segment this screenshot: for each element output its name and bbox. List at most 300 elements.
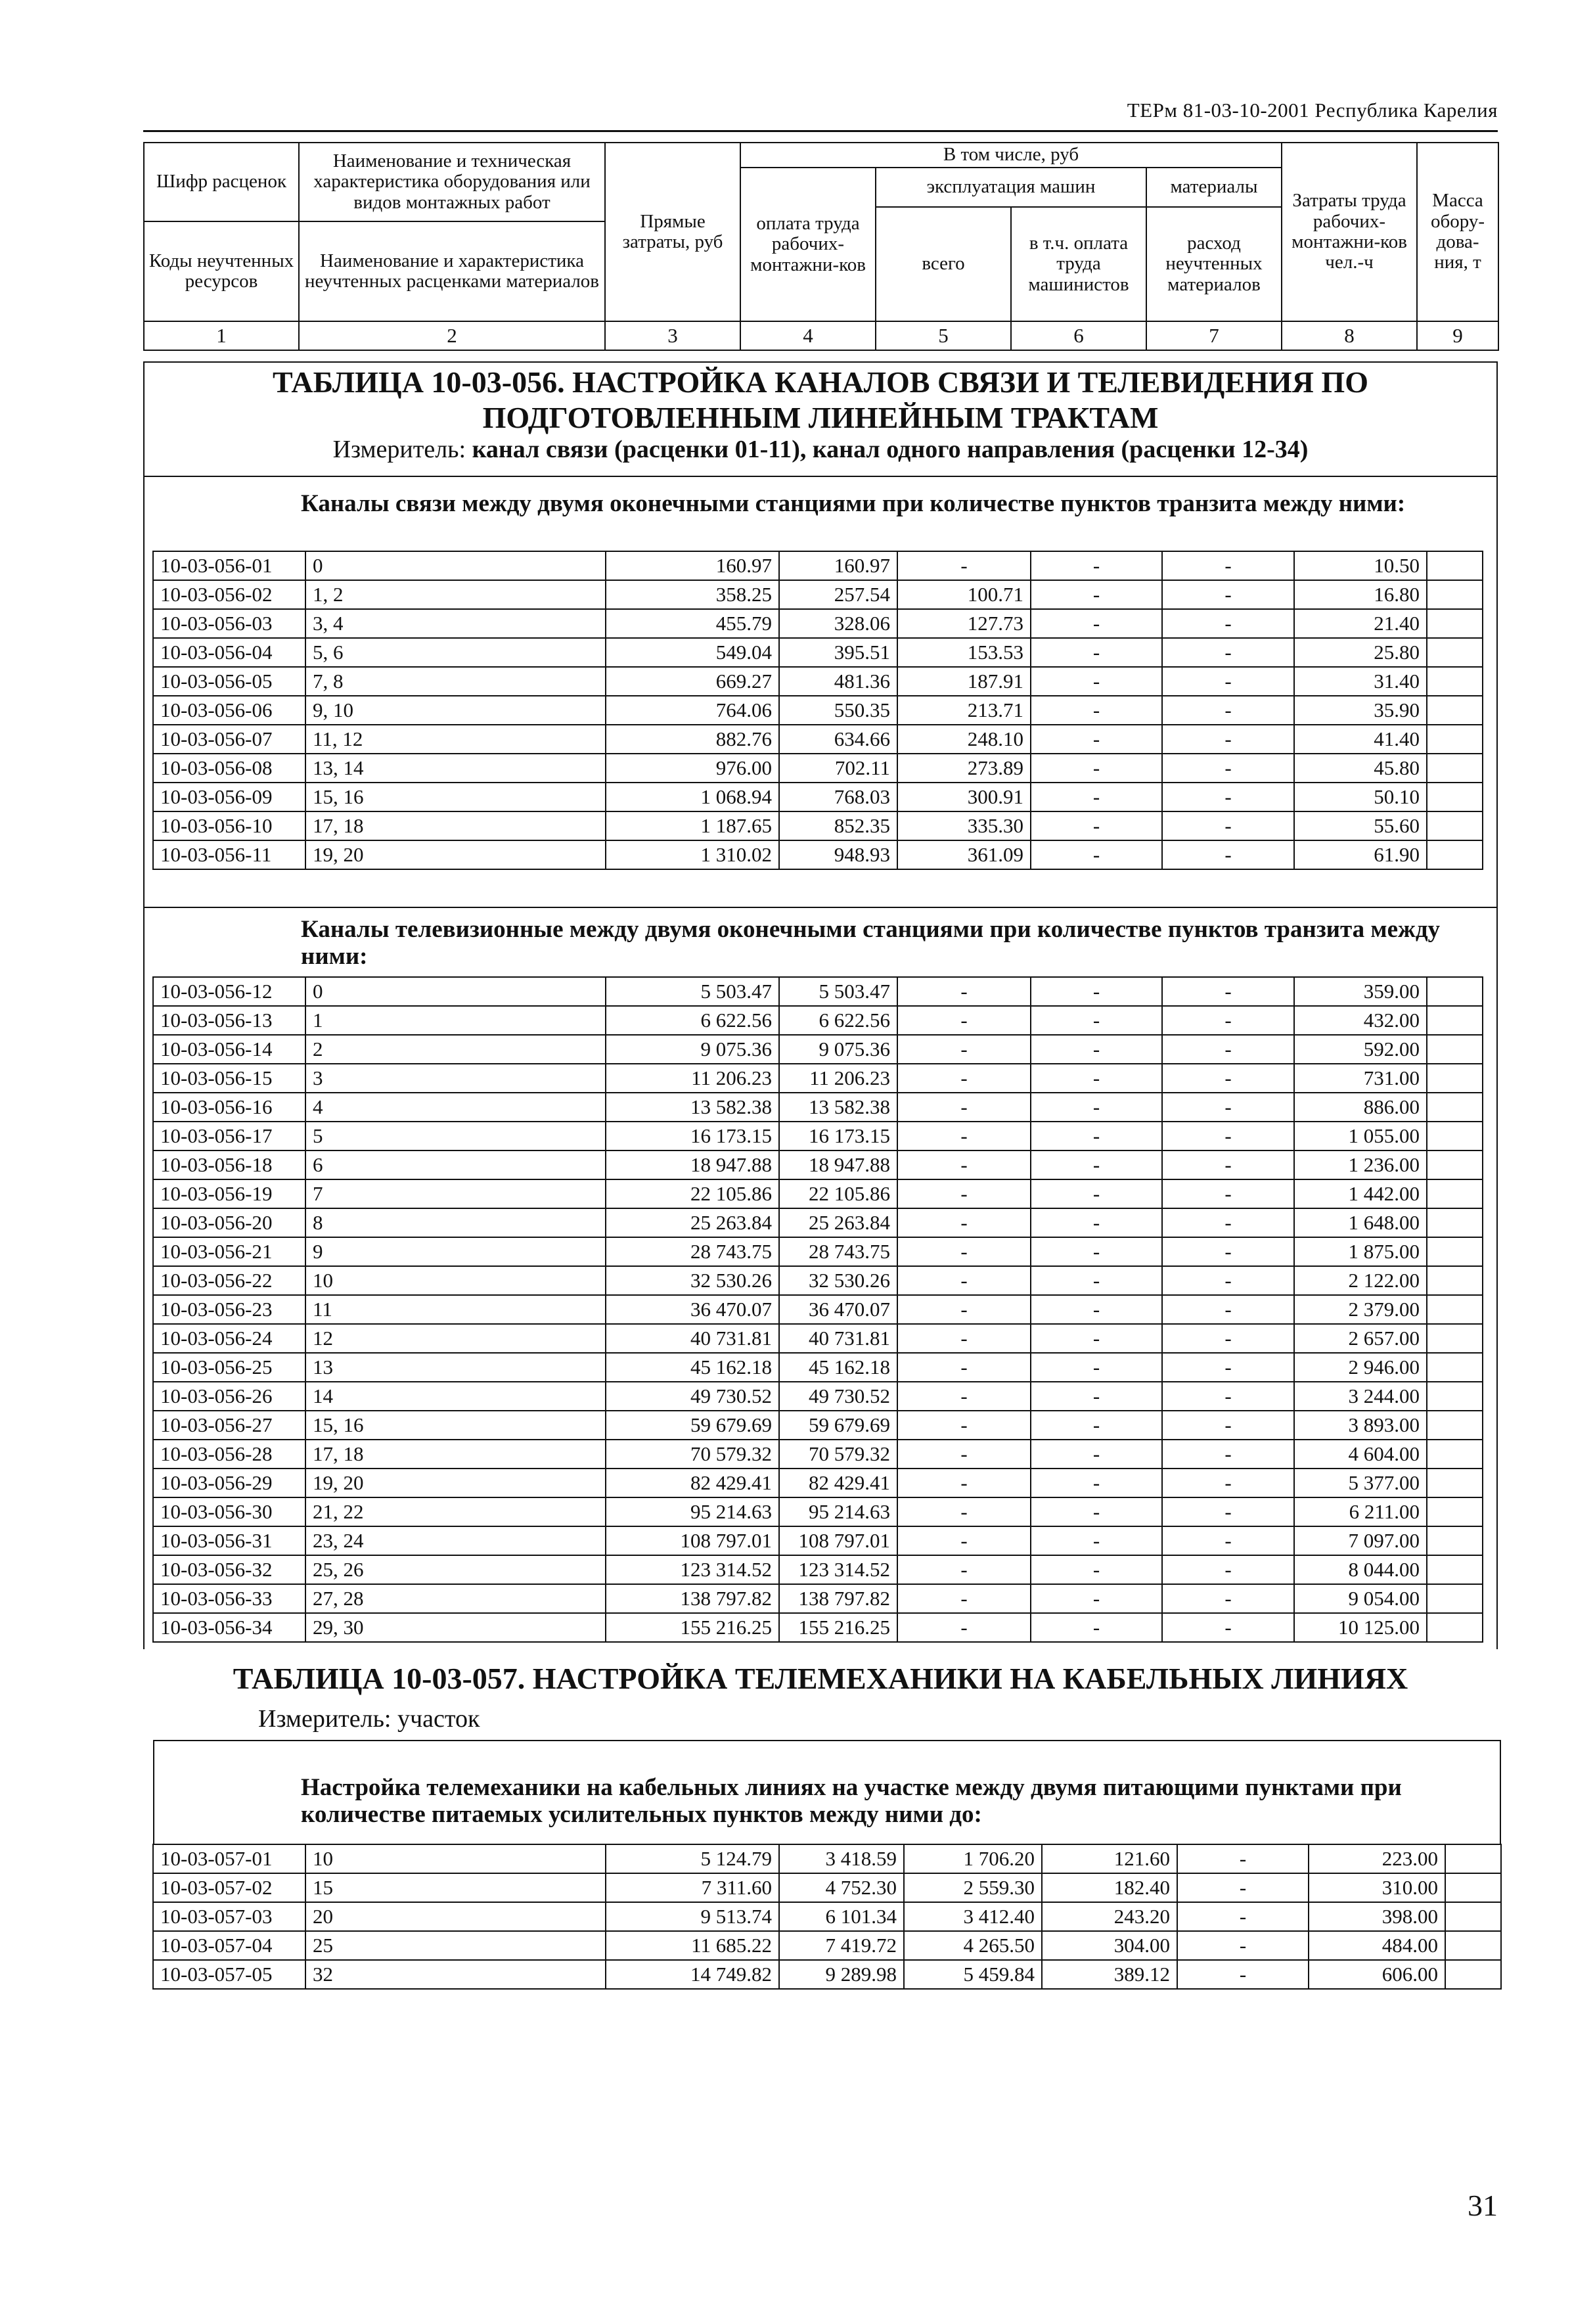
table-row	[153, 1266, 1483, 1295]
table-cell: 731.00	[1294, 1064, 1427, 1093]
table-cell: 1 068.94	[606, 783, 779, 811]
table-cell: 59 679.69	[779, 1411, 897, 1440]
table-cell: 108 797.01	[606, 1526, 779, 1555]
table-56-rule	[143, 476, 1498, 478]
table-cell: 160.97	[606, 551, 779, 580]
table-cell: -	[1031, 1526, 1162, 1555]
table-row	[153, 1440, 1483, 1469]
hdr-name-materials: Наименование и характеристика неучтенных расценками материалов	[299, 221, 605, 321]
table-cell: -	[1031, 1064, 1162, 1093]
table-cell: -	[1031, 1555, 1162, 1584]
table-cell: -	[1031, 1411, 1162, 1440]
table-cell: 100.71	[897, 580, 1031, 609]
table-cell: 11 685.22	[606, 1931, 779, 1960]
table-cell	[1427, 1064, 1483, 1093]
table-cell: -	[1162, 1208, 1294, 1237]
table-cell: 1 648.00	[1294, 1208, 1427, 1237]
table-cell	[1427, 1035, 1483, 1064]
table-cell: -	[897, 1353, 1031, 1382]
table-cell: 16 173.15	[779, 1122, 897, 1151]
table-cell: 7	[305, 1179, 606, 1208]
table-cell: -	[1031, 580, 1162, 609]
table-cell: 13, 14	[305, 754, 606, 783]
table-cell	[1427, 783, 1483, 811]
table-row	[153, 1064, 1483, 1093]
table-57-caption: Настройка телемеханики на кабельных линиях на участке между двумя питающими пунктами при количестве питаемых усилительных пунктов между ними до:	[301, 1774, 1402, 1829]
rate-code-cell: 10-03-057-03	[153, 1902, 305, 1931]
table-cell: 15, 16	[305, 783, 606, 811]
table-cell: -	[1162, 1324, 1294, 1353]
table-cell: 15	[305, 1873, 606, 1902]
table-cell: 976.00	[606, 754, 779, 783]
hdr-mass: Масса обору-дова-ния, т	[1417, 143, 1498, 321]
table-cell: -	[1031, 1324, 1162, 1353]
table-cell: -	[897, 1584, 1031, 1613]
rate-code-cell: 10-03-057-04	[153, 1931, 305, 1960]
table-cell: 32 530.26	[779, 1266, 897, 1295]
table-cell: 25 263.84	[779, 1208, 897, 1237]
table-cell: 36 470.07	[779, 1295, 897, 1324]
table-cell: 18 947.88	[779, 1151, 897, 1179]
table-cell	[1427, 1006, 1483, 1035]
table-57-measure	[143, 1704, 1498, 1733]
table-cell: 7 311.60	[606, 1873, 779, 1902]
table-cell	[1427, 1469, 1483, 1497]
table-cell: 25.80	[1294, 638, 1427, 667]
table-cell: 45.80	[1294, 754, 1427, 783]
table-56-title: ТАБЛИЦА 10-03-056. НАСТРОЙКА КАНАЛОВ СВЯЗИ И ТЕЛЕВИДЕНИЯ ПО ПОДГОТОВЛЕННЫМ ЛИНЕЙНЫМ ТРАКТАМ	[273, 365, 1368, 435]
table-cell: 9	[305, 1237, 606, 1266]
col-number: 6	[1011, 321, 1146, 350]
table-cell: 213.71	[897, 696, 1031, 725]
table-cell: 82 429.41	[606, 1469, 779, 1497]
table-cell	[1427, 1411, 1483, 1440]
measure-value: канал связи (расценки 01-11), канал одного направления (расценки 12-34)	[472, 436, 1309, 463]
table-cell: 5 124.79	[606, 1844, 779, 1873]
table-cell: 0	[305, 977, 606, 1006]
table-cell: 6 622.56	[606, 1006, 779, 1035]
table-cell: -	[1031, 1353, 1162, 1382]
rate-code-cell: 10-03-056-30	[153, 1497, 305, 1526]
rate-code-cell: 10-03-056-23	[153, 1295, 305, 1324]
table-cell: 8 044.00	[1294, 1555, 1427, 1584]
table-cell: 9 054.00	[1294, 1584, 1427, 1613]
table-cell: 155 216.25	[779, 1613, 897, 1642]
table-row	[153, 696, 1483, 725]
table-row	[153, 1208, 1483, 1237]
rate-code-cell: 10-03-056-12	[153, 977, 305, 1006]
table-cell: 155 216.25	[606, 1613, 779, 1642]
table-cell: 19, 20	[305, 1469, 606, 1497]
table-cell: 4 752.30	[779, 1873, 904, 1902]
hdr-materials: материалы	[1146, 168, 1282, 207]
table-row	[153, 1093, 1483, 1122]
table-cell: -	[1162, 1440, 1294, 1469]
table-cell: 108 797.01	[779, 1526, 897, 1555]
table-cell: -	[1162, 1093, 1294, 1122]
table-row	[153, 1960, 1501, 1989]
table-cell: -	[1162, 1266, 1294, 1295]
rate-code-cell: 10-03-056-26	[153, 1382, 305, 1411]
table-cell: 4	[305, 1093, 606, 1122]
table-row	[153, 1469, 1483, 1497]
table-cell: 455.79	[606, 609, 779, 638]
table-row	[153, 551, 1483, 580]
table-cell: 10	[305, 1844, 606, 1873]
rate-code-cell: 10-03-057-05	[153, 1960, 305, 1989]
table-cell: 886.00	[1294, 1093, 1427, 1122]
table-cell: 28 743.75	[606, 1237, 779, 1266]
table-cell: -	[1162, 580, 1294, 609]
rate-code-cell: 10-03-056-02	[153, 580, 305, 609]
table-cell: 3 418.59	[779, 1844, 904, 1873]
table-cell: 634.66	[779, 725, 897, 754]
table-cell	[1427, 667, 1483, 696]
table-cell: -	[1162, 1122, 1294, 1151]
table-cell: -	[897, 1179, 1031, 1208]
table-cell: 304.00	[1042, 1931, 1177, 1960]
table-cell: 1	[305, 1006, 606, 1035]
table-cell	[1427, 580, 1483, 609]
col-number: 5	[876, 321, 1011, 350]
table-cell: -	[897, 1497, 1031, 1526]
table-cell: 61.90	[1294, 840, 1427, 869]
table-cell: 3, 4	[305, 609, 606, 638]
table-cell: 10	[305, 1266, 606, 1295]
col-number: 2	[299, 321, 605, 350]
table-cell	[1427, 1613, 1483, 1642]
table-cell: 2 657.00	[1294, 1324, 1427, 1353]
rate-code-cell: 10-03-056-13	[153, 1006, 305, 1035]
rate-code-cell: 10-03-056-05	[153, 667, 305, 696]
table-cell: -	[897, 1295, 1031, 1324]
table-row	[153, 1237, 1483, 1266]
rate-code-cell: 10-03-056-03	[153, 609, 305, 638]
table-cell: 182.40	[1042, 1873, 1177, 1902]
table-cell	[1427, 1266, 1483, 1295]
table-cell: -	[1031, 1122, 1162, 1151]
table-cell: -	[1162, 609, 1294, 638]
table-cell: 3 412.40	[904, 1902, 1042, 1931]
table-cell: -	[897, 1064, 1031, 1093]
table-row	[153, 840, 1483, 869]
table-cell: 49 730.52	[606, 1382, 779, 1411]
table-cell: 160.97	[779, 551, 897, 580]
table-cell	[1427, 1353, 1483, 1382]
table-cell	[1427, 1324, 1483, 1353]
rate-code-cell: 10-03-056-11	[153, 840, 305, 869]
table-row	[153, 977, 1483, 1006]
table-cell: 21.40	[1294, 609, 1427, 638]
table-cell: 5 503.47	[779, 977, 897, 1006]
table-cell: 9 513.74	[606, 1902, 779, 1931]
table-cell: 16 173.15	[606, 1122, 779, 1151]
table-cell: -	[1031, 551, 1162, 580]
table-cell: -	[897, 551, 1031, 580]
table-56-group-2	[152, 976, 1483, 1643]
rate-code-cell: 10-03-056-18	[153, 1151, 305, 1179]
hdr-machine-ops: эксплуатация машин	[876, 168, 1146, 207]
group-2-rule	[143, 907, 1498, 909]
table-cell: 5, 6	[305, 638, 606, 667]
table-cell: 95 214.63	[779, 1497, 897, 1526]
table-cell: 1 055.00	[1294, 1122, 1427, 1151]
rate-code-cell: 10-03-057-02	[153, 1873, 305, 1902]
table-cell: 17, 18	[305, 1440, 606, 1469]
table-cell: -	[1031, 1035, 1162, 1064]
table-cell: -	[1177, 1960, 1309, 1989]
table-cell: -	[1031, 977, 1162, 1006]
table-cell: -	[897, 977, 1031, 1006]
hdr-labor-costs: Затраты труда рабочих-монтажни-ков чел.-ч	[1282, 143, 1417, 321]
table-cell: 9 289.98	[779, 1960, 904, 1989]
table-row	[153, 1006, 1483, 1035]
table-cell	[1427, 1295, 1483, 1324]
table-cell: -	[1031, 696, 1162, 725]
table-cell: -	[1162, 1151, 1294, 1179]
table-cell: 23, 24	[305, 1526, 606, 1555]
table-cell: 15, 16	[305, 1411, 606, 1440]
table-cell: 138 797.82	[606, 1584, 779, 1613]
table-cell	[1427, 551, 1483, 580]
table-cell: -	[897, 1006, 1031, 1035]
table-cell	[1427, 638, 1483, 667]
table-cell: -	[1162, 811, 1294, 840]
table-cell: -	[1162, 1469, 1294, 1497]
table-cell: 35.90	[1294, 696, 1427, 725]
table-row	[153, 1151, 1483, 1179]
table-row	[153, 638, 1483, 667]
table-cell: 17, 18	[305, 811, 606, 840]
table-cell: -	[1031, 1613, 1162, 1642]
table-cell: 9, 10	[305, 696, 606, 725]
table-cell: -	[1031, 1440, 1162, 1469]
table-cell: 40 731.81	[606, 1324, 779, 1353]
table-cell: 3	[305, 1064, 606, 1093]
table-cell: 9 075.36	[606, 1035, 779, 1064]
table-cell: -	[897, 1093, 1031, 1122]
hdr-name-tech: Наименование и техническая характеристика оборудования или видов монтажных работ	[299, 143, 605, 221]
measure-label: Измеритель:	[258, 1705, 397, 1733]
table-cell	[1427, 1179, 1483, 1208]
table-cell: -	[1031, 1208, 1162, 1237]
table-cell: 7, 8	[305, 667, 606, 696]
table-cell: 300.91	[897, 783, 1031, 811]
table-cell: 484.00	[1309, 1931, 1445, 1960]
table-cell: 398.00	[1309, 1902, 1445, 1931]
table-cell: -	[1031, 1584, 1162, 1613]
rate-code-cell: 10-03-056-06	[153, 696, 305, 725]
table-cell	[1427, 609, 1483, 638]
table-cell: 25, 26	[305, 1555, 606, 1584]
table-cell: -	[897, 1411, 1031, 1440]
table-cell: -	[897, 1555, 1031, 1584]
rate-code-cell: 10-03-056-07	[153, 725, 305, 754]
table-cell: 31.40	[1294, 667, 1427, 696]
table-cell: 16.80	[1294, 580, 1427, 609]
table-cell: 6	[305, 1151, 606, 1179]
table-cell	[1427, 725, 1483, 754]
col-number: 9	[1417, 321, 1498, 350]
table-row	[153, 1295, 1483, 1324]
table-cell	[1427, 811, 1483, 840]
table-cell: 5	[305, 1122, 606, 1151]
table-cell: 13	[305, 1353, 606, 1382]
table-cell: 32	[305, 1960, 606, 1989]
table-cell	[1427, 1208, 1483, 1237]
table-cell: 13 582.38	[779, 1093, 897, 1122]
table-cell: 550.35	[779, 696, 897, 725]
table-cell: 335.30	[897, 811, 1031, 840]
table-cell: 2 122.00	[1294, 1266, 1427, 1295]
table-cell: -	[1031, 783, 1162, 811]
table-cell	[1427, 1382, 1483, 1411]
table-cell: -	[1031, 1266, 1162, 1295]
table-row	[153, 667, 1483, 696]
table-57-title: ТАБЛИЦА 10-03-057. НАСТРОЙКА ТЕЛЕМЕХАНИКИ НА КАБЕЛЬНЫХ ЛИНИЯХ	[233, 1662, 1408, 1695]
table-row	[153, 1122, 1483, 1151]
table-cell: 36 470.07	[606, 1295, 779, 1324]
table-cell: -	[897, 1469, 1031, 1497]
table-cell: -	[1031, 609, 1162, 638]
table-cell	[1427, 1526, 1483, 1555]
table-row	[153, 1902, 1501, 1931]
table-cell: 45 162.18	[606, 1353, 779, 1382]
table-cell: -	[1031, 1382, 1162, 1411]
table-cell: 32 530.26	[606, 1266, 779, 1295]
running-head: ТЕРм 81-03-10-2001 Республика Карелия	[1127, 99, 1498, 122]
group-2-caption: Каналы телевизионные между двумя оконечными станциями при количестве пунктов транзита между ними:	[301, 916, 1441, 970]
table-cell: -	[1162, 1006, 1294, 1035]
col-number: 1	[144, 321, 299, 350]
table-cell	[1427, 754, 1483, 783]
rate-code-cell: 10-03-056-20	[153, 1208, 305, 1237]
table-cell: 11, 12	[305, 725, 606, 754]
table-cell: 223.00	[1309, 1844, 1445, 1873]
table-cell: -	[1162, 1179, 1294, 1208]
table-cell: -	[1162, 696, 1294, 725]
table-cell: 70 579.32	[606, 1440, 779, 1469]
table-cell: 3 244.00	[1294, 1382, 1427, 1411]
table-cell	[1427, 1122, 1483, 1151]
rate-code-cell: 10-03-056-34	[153, 1613, 305, 1642]
table-cell	[1427, 1555, 1483, 1584]
table-cell: 82 429.41	[779, 1469, 897, 1497]
table-cell: -	[897, 1440, 1031, 1469]
table-row	[153, 609, 1483, 638]
table-cell: 7 097.00	[1294, 1526, 1427, 1555]
table-row	[153, 1931, 1501, 1960]
table-cell: 28 743.75	[779, 1237, 897, 1266]
rate-code-cell: 10-03-056-17	[153, 1122, 305, 1151]
table-cell: 1 236.00	[1294, 1151, 1427, 1179]
table-cell: 14 749.82	[606, 1960, 779, 1989]
table-cell: 243.20	[1042, 1902, 1177, 1931]
table-cell: 257.54	[779, 580, 897, 609]
table-cell: 948.93	[779, 840, 897, 869]
table-row	[153, 1324, 1483, 1353]
table-cell: 13 582.38	[606, 1093, 779, 1122]
table-row	[153, 1179, 1483, 1208]
rate-code-cell: 10-03-056-29	[153, 1469, 305, 1497]
table-cell: 359.00	[1294, 977, 1427, 1006]
table-cell: 41.40	[1294, 725, 1427, 754]
table-cell: -	[1162, 638, 1294, 667]
table-cell	[1445, 1873, 1501, 1902]
table-row	[153, 1584, 1483, 1613]
table-cell: 40 731.81	[779, 1324, 897, 1353]
table-cell: 11 206.23	[779, 1064, 897, 1093]
table-row	[153, 754, 1483, 783]
table-cell: 702.11	[779, 754, 897, 783]
table-cell: -	[1162, 725, 1294, 754]
table-cell: 70 579.32	[779, 1440, 897, 1469]
table-cell: 29, 30	[305, 1613, 606, 1642]
rate-code-cell: 10-03-056-04	[153, 638, 305, 667]
table-cell: 4 604.00	[1294, 1440, 1427, 1469]
table-cell: -	[897, 1266, 1031, 1295]
table-row	[153, 1555, 1483, 1584]
table-cell: 10 125.00	[1294, 1613, 1427, 1642]
table-cell: 2 946.00	[1294, 1353, 1427, 1382]
table-cell: 21, 22	[305, 1497, 606, 1526]
rate-code-cell: 10-03-056-10	[153, 811, 305, 840]
table-cell: 328.06	[779, 609, 897, 638]
table-cell: 50.10	[1294, 783, 1427, 811]
table-cell: -	[1162, 1584, 1294, 1613]
table-cell: -	[897, 1122, 1031, 1151]
rate-code-cell: 10-03-056-01	[153, 551, 305, 580]
rate-code-cell: 10-03-056-15	[153, 1064, 305, 1093]
table-row	[153, 783, 1483, 811]
rate-code-cell: 10-03-056-24	[153, 1324, 305, 1353]
table-cell	[1427, 1440, 1483, 1469]
table-row	[153, 1382, 1483, 1411]
table-cell: 121.60	[1042, 1844, 1177, 1873]
table-cell	[1427, 696, 1483, 725]
rate-code-cell: 10-03-057-01	[153, 1844, 305, 1873]
table-cell: -	[897, 1324, 1031, 1353]
table-cell: 432.00	[1294, 1006, 1427, 1035]
table-cell: 358.25	[606, 580, 779, 609]
table-cell: 27, 28	[305, 1584, 606, 1613]
rate-code-cell: 10-03-056-16	[153, 1093, 305, 1122]
table-cell: 2 379.00	[1294, 1295, 1427, 1324]
hdr-total: всего	[876, 207, 1011, 321]
table-cell: 22 105.86	[779, 1179, 897, 1208]
table-cell	[1427, 977, 1483, 1006]
table-cell: 12	[305, 1324, 606, 1353]
measure-label: Измеритель:	[332, 436, 472, 463]
table-cell	[1445, 1960, 1501, 1989]
table-cell: -	[1162, 1497, 1294, 1526]
table-cell: 389.12	[1042, 1960, 1177, 1989]
table-cell: 4 265.50	[904, 1931, 1042, 1960]
table-cell: -	[1177, 1902, 1309, 1931]
table-cell: -	[1162, 754, 1294, 783]
table-cell: 6 211.00	[1294, 1497, 1427, 1526]
table-cell: -	[897, 1526, 1031, 1555]
table-cell: -	[1031, 638, 1162, 667]
col-number: 8	[1282, 321, 1417, 350]
table-cell: 2	[305, 1035, 606, 1064]
table-cell: -	[1031, 1469, 1162, 1497]
table-cell: -	[1162, 1526, 1294, 1555]
table-cell: -	[897, 1382, 1031, 1411]
hdr-materials-use: расход неучтенных материалов	[1146, 207, 1282, 321]
table-cell: -	[1162, 1035, 1294, 1064]
table-cell: 5 377.00	[1294, 1469, 1427, 1497]
